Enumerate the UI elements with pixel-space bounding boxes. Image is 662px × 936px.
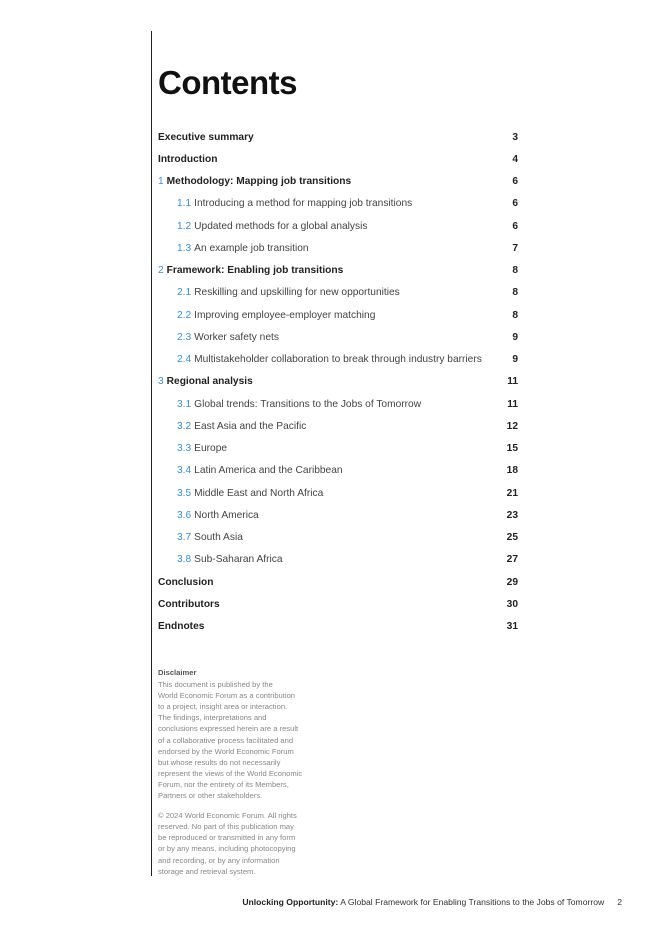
disclaimer-heading: Disclaimer <box>158 668 197 677</box>
toc-entry-title <box>158 599 220 610</box>
toc-page-number: 8 <box>512 309 518 321</box>
toc-subentry[interactable] <box>158 193 518 215</box>
toc-entry-number: 2.1 <box>177 287 192 299</box>
toc-entry-title <box>177 332 279 343</box>
toc-entry-label: East Asia and the Pacific <box>194 420 307 432</box>
toc-entry-label: Methodology: Mapping job transitions <box>166 176 352 188</box>
toc-page-number: 18 <box>506 465 518 477</box>
toc-page-number: 30 <box>506 598 518 610</box>
toc-entry-title <box>158 132 254 143</box>
toc-page-number: 6 <box>512 220 518 232</box>
toc-page-number: 25 <box>506 532 518 544</box>
toc-entry-label: South Asia <box>194 532 243 544</box>
toc-subentry[interactable] <box>158 504 518 526</box>
toc-entry-label: Middle East and North Africa <box>194 487 324 499</box>
toc-entry[interactable] <box>158 171 518 193</box>
toc-subentry[interactable] <box>158 237 518 259</box>
toc-entry-number: 1.2 <box>177 220 192 232</box>
toc-entry-title <box>158 265 343 276</box>
toc-page-number: 27 <box>506 554 518 566</box>
toc-entry-title <box>177 287 400 298</box>
toc-page-number: 11 <box>507 376 518 388</box>
toc-entry-label: Improving employee-employer matching <box>194 309 376 321</box>
toc-subentry[interactable] <box>158 282 518 304</box>
toc-entry-label: Regional analysis <box>166 376 253 388</box>
toc-entry-number: 1 <box>158 176 164 188</box>
toc-entry-number: 2.3 <box>177 331 192 343</box>
toc-entry-label: An example job transition <box>194 242 309 254</box>
toc-entry-label: Reskilling and upskilling for new opportunities <box>194 287 400 299</box>
toc-entry-number: 3.5 <box>177 487 192 499</box>
toc-entry-label: Introduction <box>158 153 218 165</box>
toc-page-number: 8 <box>512 265 518 277</box>
toc-entry-title <box>158 176 351 187</box>
toc-subentry[interactable] <box>158 349 518 371</box>
toc-entry-title <box>177 443 227 454</box>
toc-entry-label: Worker safety nets <box>194 331 279 343</box>
toc-subentry[interactable] <box>158 304 518 326</box>
toc-page-number: 9 <box>512 331 518 343</box>
toc-entry-title <box>177 221 367 232</box>
table-of-contents <box>158 126 518 638</box>
toc-entry[interactable] <box>158 593 518 615</box>
toc-entry-title <box>177 532 243 543</box>
toc-entry-number: 3.7 <box>177 532 192 544</box>
toc-entry-number: 2.2 <box>177 309 192 321</box>
toc-entry-number: 3.3 <box>177 443 192 455</box>
toc-entry-label: Global trends: Transitions to the Jobs of Tomorrow <box>194 398 422 410</box>
toc-page-number: 11 <box>507 398 518 410</box>
toc-entry[interactable] <box>158 371 518 393</box>
toc-entry-title <box>177 243 309 254</box>
toc-entry-title <box>177 354 482 365</box>
toc-entry-label: Multistakeholder collaboration to break through industry barriers <box>194 354 482 366</box>
disclaimer-body: This document is published by the World Economic Forum as a contribution to a project, insight area or interaction. The findings, interpretations and conclusions expressed herein are a result of a collaborative process facilitated and endorsed by the World Economic Forum but whose results do not necessarily represent the views of the World Economic Forum, nor the entirety of its Members, Partners or other stakeholders. <box>158 680 303 801</box>
left-vertical-rule <box>151 31 152 876</box>
toc-page-number: 8 <box>512 287 518 299</box>
toc-page-number: 3 <box>512 131 518 143</box>
footer-title-bold: Unlocking Opportunity: <box>242 897 339 907</box>
toc-entry[interactable] <box>158 616 518 638</box>
toc-entry-title <box>177 421 306 432</box>
toc-page-number: 7 <box>512 242 518 254</box>
toc-page-number: 4 <box>512 153 518 165</box>
copyright-notice: © 2024 World Economic Forum. All rights reserved. No part of this publication may be reproduced or transmitted in any form or by any means, including photocopying and recording, or by any information storage and retrieval system. <box>158 811 297 876</box>
page-footer <box>242 897 622 907</box>
toc-subentry[interactable] <box>158 482 518 504</box>
toc-subentry[interactable] <box>158 415 518 437</box>
toc-entry-title <box>177 465 343 476</box>
toc-subentry[interactable] <box>158 460 518 482</box>
toc-entry-title <box>177 310 375 321</box>
toc-entry-number: 3.4 <box>177 465 192 477</box>
toc-entry[interactable] <box>158 148 518 170</box>
toc-page-number: 21 <box>506 487 518 499</box>
toc-page-number: 6 <box>512 198 518 210</box>
toc-entry-title <box>177 399 421 410</box>
toc-entry-label: North America <box>194 509 259 521</box>
toc-entry-title <box>177 554 283 565</box>
footer-page-number: 2 <box>617 897 622 907</box>
toc-entry-number: 3.8 <box>177 554 192 566</box>
toc-entry-label: Executive summary <box>158 131 254 143</box>
toc-entry-label: Latin America and the Caribbean <box>194 465 343 477</box>
toc-entry[interactable] <box>158 260 518 282</box>
toc-entry-number: 2.4 <box>177 354 192 366</box>
toc-entry-number: 3.6 <box>177 509 192 521</box>
toc-subentry[interactable] <box>158 549 518 571</box>
toc-page-number: 31 <box>506 621 518 633</box>
toc-page-number: 6 <box>512 176 518 188</box>
toc-entry-number: 3.2 <box>177 420 192 432</box>
toc-page-number: 29 <box>506 576 518 588</box>
toc-subentry[interactable] <box>158 393 518 415</box>
toc-page-number: 15 <box>506 443 518 455</box>
toc-page-number: 23 <box>506 509 518 521</box>
toc-entry-label: Framework: Enabling job transitions <box>166 265 344 277</box>
toc-entry[interactable] <box>158 126 518 148</box>
toc-entry-title <box>158 154 217 165</box>
footer-title-rest: A Global Framework for Enabling Transitions to the Jobs of Tomorrow <box>338 897 605 907</box>
toc-entry-label: Europe <box>194 443 228 455</box>
toc-entry-title <box>177 198 412 209</box>
toc-subentry[interactable] <box>158 438 518 460</box>
page-title: Contents <box>158 64 297 101</box>
disclaimer <box>158 667 328 877</box>
toc-entry-label: Conclusion <box>158 576 214 588</box>
toc-entry-label: Endnotes <box>158 621 205 633</box>
toc-subentry[interactable] <box>158 527 518 549</box>
toc-entry[interactable] <box>158 571 518 593</box>
toc-entry-number: 2 <box>158 265 164 277</box>
toc-page-number: 9 <box>512 354 518 366</box>
toc-entry-title <box>158 376 253 387</box>
toc-entry-number: 3.1 <box>177 398 192 410</box>
toc-subentry[interactable] <box>158 215 518 237</box>
toc-page-number: 12 <box>506 420 518 432</box>
toc-entry-title <box>177 510 259 521</box>
toc-subentry[interactable] <box>158 326 518 348</box>
toc-entry-title <box>177 488 323 499</box>
toc-entry-label: Introducing a method for mapping job transitions <box>194 198 413 210</box>
toc-entry-title <box>158 577 213 588</box>
toc-entry-number: 1.3 <box>177 242 192 254</box>
toc-entry-number: 1.1 <box>177 198 192 210</box>
toc-entry-title <box>158 621 204 632</box>
toc-entry-label: Updated methods for a global analysis <box>194 220 368 232</box>
toc-entry-number: 3 <box>158 376 164 388</box>
toc-entry-label: Sub-Saharan Africa <box>194 554 283 566</box>
toc-entry-label: Contributors <box>158 598 220 610</box>
